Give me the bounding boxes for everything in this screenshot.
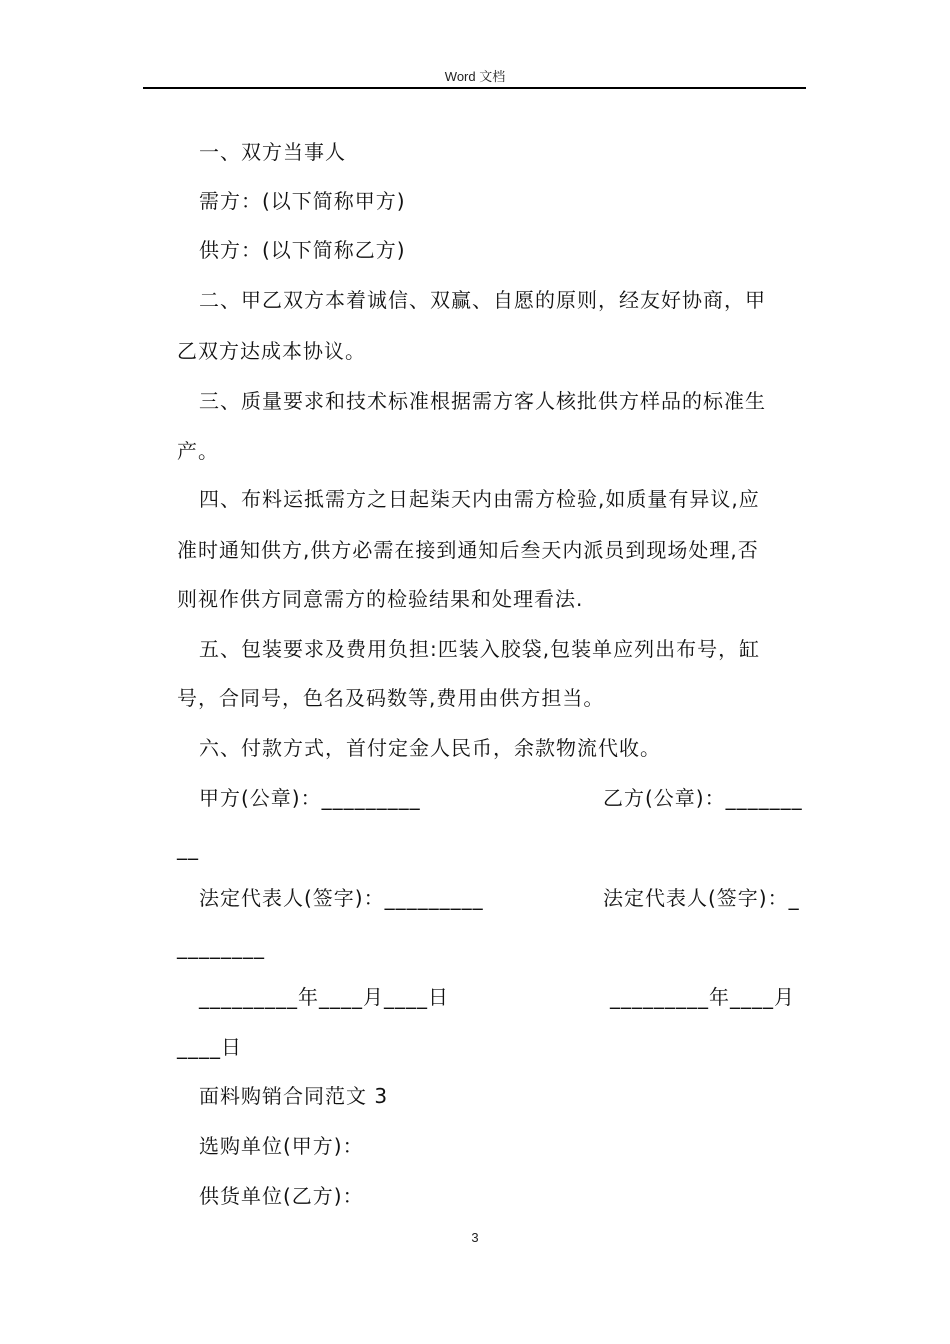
party-b-seal: 乙方(公章)：_______ bbox=[603, 786, 803, 810]
party-b-date-continued: ____日 bbox=[177, 1035, 242, 1059]
supplier-line: 供方：(以下简称乙方) bbox=[199, 238, 406, 262]
party-b-representative: 法定代表人(签字)：_ bbox=[603, 886, 800, 910]
clause-2-line-1: 二、甲乙双方本着诚信、双赢、自愿的原则，经友好协商，甲 bbox=[199, 288, 766, 312]
clause-4-line-3: 则视作供方同意需方的检验结果和处理看法. bbox=[177, 587, 584, 611]
clause-4-line-1: 四、布料运抵需方之日起柒天内由需方检验,如质量有异议,应 bbox=[199, 487, 760, 511]
clause-5-line-1: 五、包装要求及费用负担:匹装入胶袋,包装单应列出布号，缸 bbox=[199, 637, 761, 661]
clause-4-line-2: 准时通知供方,供方必需在接到通知后叁天内派员到现场处理,否 bbox=[177, 538, 759, 562]
party-a-seal: 甲方(公章)：_________ bbox=[199, 786, 421, 810]
buyer-line: 需方：(以下简称甲方) bbox=[199, 189, 406, 213]
vendor-line: 供货单位(乙方)： bbox=[199, 1184, 364, 1208]
clause-5-line-2: 号，合同号，色名及码数等,费用由供方担当。 bbox=[177, 686, 605, 710]
party-a-date: _________年____月____日 bbox=[199, 985, 449, 1009]
party-b-date: _________年____月 bbox=[610, 985, 795, 1009]
clause-2-line-2: 乙双方达成本协议。 bbox=[177, 339, 366, 363]
section-title: 面料购销合同范文 3 bbox=[199, 1084, 389, 1108]
party-b-seal-continued: __ bbox=[177, 836, 199, 860]
party-a-representative: 法定代表人(签字)：_________ bbox=[199, 886, 484, 910]
clause-6: 六、付款方式，首付定金人民币，余款物流代收。 bbox=[199, 736, 661, 760]
page-header: Word 文档 bbox=[444, 69, 506, 84]
clause-3-line-1: 三、质量要求和技术标准根据需方客人核批供方样品的标准生 bbox=[199, 389, 766, 413]
clause-3-line-2: 产。 bbox=[177, 439, 219, 463]
purchaser-line: 选购单位(甲方)： bbox=[199, 1134, 364, 1158]
page-number: 3 bbox=[471, 1230, 479, 1245]
party-b-representative-continued: ________ bbox=[177, 935, 265, 959]
clause-1-parties: 一、双方当事人 bbox=[199, 140, 346, 164]
header-divider bbox=[143, 87, 806, 89]
